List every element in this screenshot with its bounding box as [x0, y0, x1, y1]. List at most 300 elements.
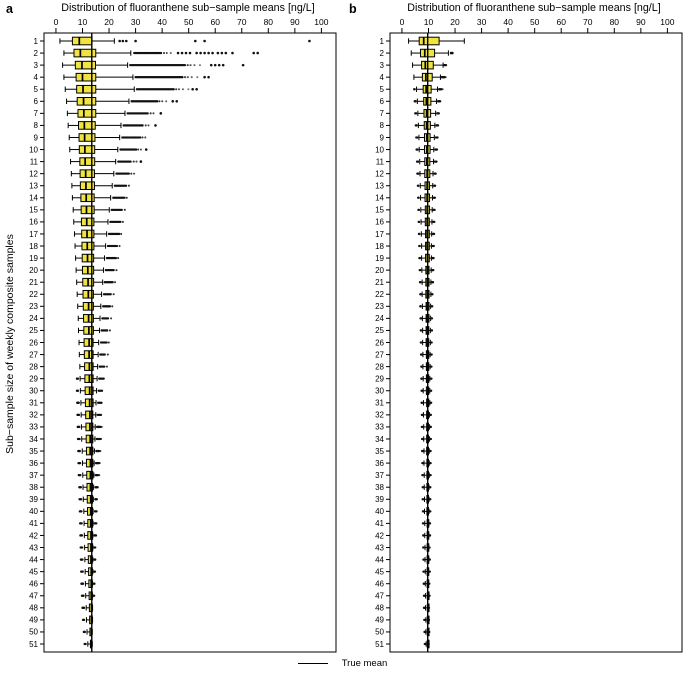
outlier-dot — [119, 221, 121, 223]
outlier-dot — [156, 100, 158, 102]
y-axis-tick-label: 13 — [375, 181, 384, 191]
outlier-dot — [416, 124, 418, 126]
y-axis-tick-label: 23 — [375, 302, 384, 312]
outlier-dot — [421, 365, 423, 367]
y-axis-tick-label: 26 — [29, 338, 38, 348]
y-axis-tick-label: 5 — [379, 85, 384, 95]
outlier-dot — [103, 378, 105, 380]
outlier-dot — [308, 40, 311, 43]
outlier-dot — [415, 100, 417, 102]
y-axis-tick-label: 14 — [29, 193, 38, 203]
x-axis-tick-label: 30 — [476, 17, 487, 27]
outlier-dot — [431, 353, 433, 355]
y-axis-tick-label: 38 — [375, 483, 384, 493]
outlier-dot — [433, 209, 435, 211]
outlier-dot — [422, 522, 424, 524]
y-axis-tick-label: 20 — [29, 265, 38, 275]
outlier-dot — [184, 76, 186, 78]
outlier-dot — [430, 365, 432, 367]
y-axis-tick-label: 19 — [29, 253, 38, 263]
outlier-dot — [222, 64, 225, 67]
outlier-dot — [437, 124, 439, 126]
x-axis-tick-label: 0 — [399, 17, 405, 27]
y-axis-tick-label: 3 — [379, 60, 384, 70]
outlier-dot — [252, 52, 255, 55]
y-axis-tick-label: 49 — [29, 615, 38, 625]
outlier-dot — [163, 52, 165, 54]
x-axis-tick-label: 10 — [423, 17, 434, 27]
outlier-dot — [82, 583, 84, 585]
outlier-dot — [421, 426, 423, 428]
y-axis-tick-label: 4 — [33, 72, 38, 82]
outlier-dot — [416, 136, 418, 138]
outlier-dot — [77, 390, 79, 392]
outlier-dot — [428, 583, 430, 585]
outlier-dot — [171, 100, 174, 103]
y-axis-tick-label: 11 — [375, 157, 384, 167]
box — [74, 49, 96, 57]
outlier-dot — [195, 88, 198, 91]
outlier-dot — [113, 269, 115, 271]
y-axis-tick-label: 25 — [375, 326, 384, 336]
y-axis-tick-label: 39 — [29, 495, 38, 505]
y-axis-tick-label: 32 — [29, 410, 38, 420]
x-axis-tick-label: 100 — [660, 17, 675, 27]
outlier-dot — [104, 353, 106, 355]
outlier-dot — [81, 558, 83, 560]
outlier-dot — [109, 329, 111, 331]
outlier-dot — [438, 112, 440, 114]
outlier-dot — [430, 378, 432, 380]
y-axis-tick-label: 40 — [375, 507, 384, 517]
outlier-dot — [422, 450, 424, 452]
outlier-dot — [103, 365, 105, 367]
outlier-dot — [429, 522, 431, 524]
y-axis-tick-label: 25 — [29, 326, 38, 336]
outlier-dot — [120, 233, 122, 235]
outlier-dot — [173, 88, 175, 90]
outlier-dot — [436, 148, 438, 150]
outlier-dot — [419, 281, 421, 283]
y-axis-tick-label: 44 — [375, 555, 384, 565]
x-axis-tick-label: 80 — [609, 17, 620, 27]
y-axis-tick-label: 6 — [379, 97, 384, 107]
y-axis-tick-label: 17 — [29, 229, 38, 239]
y-axis-tick-label: 10 — [375, 145, 384, 155]
y-axis-tick-label: 44 — [29, 555, 38, 565]
outlier-dot — [217, 52, 220, 55]
y-axis-tick-label: 16 — [375, 217, 384, 227]
outlier-dot — [81, 534, 83, 536]
outlier-dot — [418, 221, 420, 223]
outlier-dot — [195, 52, 198, 55]
outlier-dot — [84, 631, 86, 633]
outlier-dot — [175, 88, 177, 90]
y-axis-tick-label: 2 — [33, 48, 38, 58]
outlier-dot — [166, 52, 168, 54]
true-mean-line-sample — [298, 663, 328, 664]
outlier-dot — [139, 136, 141, 138]
outlier-dot — [130, 173, 132, 175]
outlier-dot — [242, 64, 245, 67]
outlier-dot — [83, 619, 85, 621]
outlier-dot — [432, 269, 434, 271]
y-axis-tick-label: 12 — [29, 169, 38, 179]
outlier-dot — [445, 76, 447, 78]
y-axis-tick-label: 12 — [375, 169, 384, 179]
outlier-dot — [423, 607, 425, 609]
outlier-dot — [431, 329, 433, 331]
y-axis-tick-label: 27 — [375, 350, 384, 360]
y-axis-tick-label: 33 — [375, 422, 384, 432]
y-axis-tick-label: 40 — [29, 507, 38, 517]
panel-a-plot — [0, 0, 343, 656]
outlier-dot — [418, 209, 420, 211]
outlier-dot — [429, 498, 431, 500]
outlier-dot — [181, 52, 184, 55]
outlier-dot — [431, 317, 433, 319]
y-axis-tick-label: 17 — [375, 229, 384, 239]
x-axis-tick-label: 30 — [130, 17, 141, 27]
outlier-dot — [420, 341, 422, 343]
outlier-dot — [125, 185, 127, 187]
outlier-dot — [100, 438, 102, 440]
y-axis-tick-label: 31 — [375, 398, 384, 408]
outlier-dot — [165, 100, 167, 102]
outlier-dot — [160, 112, 163, 115]
x-axis-tick-label: 90 — [290, 17, 300, 27]
y-axis-tick-label: 49 — [375, 615, 384, 625]
y-axis-tick-label: 16 — [29, 217, 38, 227]
y-axis-tick-label: 36 — [375, 458, 384, 468]
outlier-dot — [181, 76, 183, 78]
outlier-dot — [137, 148, 139, 150]
y-axis-tick-label: 21 — [29, 278, 38, 287]
outlier-dot — [107, 354, 109, 356]
y-axis-tick-label: 15 — [375, 205, 384, 215]
outlier-dot — [423, 570, 425, 572]
outlier-dot — [96, 486, 98, 488]
outlier-dot — [422, 510, 424, 512]
outlier-dot — [423, 558, 425, 560]
y-axis-tick-label: 27 — [29, 350, 38, 360]
outlier-dot — [122, 221, 124, 223]
y-axis-tick-label: 28 — [375, 362, 384, 372]
y-axis-tick-label: 10 — [29, 145, 38, 155]
outlier-dot — [429, 570, 431, 572]
y-axis-tick-label: 38 — [29, 483, 38, 493]
outlier-dot — [106, 329, 108, 331]
outlier-dot — [133, 161, 135, 163]
y-axis-tick-label: 21 — [375, 278, 384, 287]
outlier-dot — [414, 88, 416, 90]
outlier-dot — [187, 88, 189, 90]
y-axis-tick-label: 34 — [375, 434, 384, 444]
y-axis-tick-label: 37 — [375, 470, 384, 480]
y-axis-tick-label: 45 — [375, 567, 384, 577]
outlier-dot — [80, 498, 82, 500]
box — [76, 73, 96, 81]
outlier-dot — [78, 426, 80, 428]
outlier-dot — [423, 546, 425, 548]
outlier-dot — [421, 378, 423, 380]
panel-b-tag: b — [349, 2, 357, 16]
outlier-dot — [221, 52, 224, 55]
legend-label: True mean — [341, 658, 388, 669]
x-axis-tick-label: 60 — [556, 17, 566, 27]
outlier-dot — [100, 402, 102, 404]
outlier-dot — [114, 281, 116, 283]
y-axis-tick-label: 51 — [375, 639, 384, 649]
x-axis-tick-label: 20 — [450, 17, 460, 27]
outlier-dot — [199, 64, 201, 66]
y-axis-tick-label: 41 — [29, 519, 38, 529]
outlier-dot — [434, 197, 436, 199]
outlier-dot — [418, 233, 420, 235]
outlier-dot — [98, 474, 100, 476]
outlier-dot — [147, 124, 149, 126]
outlier-dot — [214, 64, 217, 67]
outlier-dot — [421, 402, 423, 404]
outlier-dot — [100, 414, 102, 416]
outlier-dot — [108, 341, 110, 343]
outlier-dot — [105, 341, 107, 343]
y-axis-tick-label: 20 — [375, 265, 384, 275]
outlier-dot — [96, 498, 98, 500]
outlier-dot — [78, 438, 80, 440]
x-axis-tick-label: 70 — [237, 17, 247, 27]
outlier-dot — [182, 88, 184, 90]
outlier-dot — [101, 426, 103, 428]
y-axis-tick-label: 50 — [375, 627, 384, 637]
outlier-dot — [134, 40, 137, 43]
y-axis-tick-label: 9 — [379, 133, 384, 143]
x-axis-tick-label: 90 — [636, 17, 646, 27]
outlier-dot — [185, 52, 188, 55]
legend — [0, 658, 685, 669]
panel-a-tag: a — [6, 2, 13, 16]
outlier-dot — [160, 52, 162, 54]
x-axis-tick-label: 0 — [53, 17, 59, 27]
outlier-dot — [101, 390, 103, 392]
outlier-dot — [145, 148, 148, 151]
outlier-dot — [422, 438, 424, 440]
outlier-dot — [418, 197, 420, 199]
y-axis-tick-label: 2 — [379, 48, 384, 58]
outlier-dot — [144, 136, 146, 138]
y-axis-label: Sub−sample size of weekly composite samples — [4, 234, 16, 454]
outlier-dot — [111, 305, 113, 307]
box — [79, 122, 96, 130]
outlier-dot — [107, 317, 109, 319]
outlier-dot — [193, 64, 195, 66]
outlier-dot — [218, 64, 221, 67]
panel-a-title: Distribution of fluoranthene sub−sample means [ng/L] — [61, 2, 315, 14]
outlier-dot — [111, 281, 113, 283]
outlier-dot — [415, 112, 417, 114]
outlier-dot — [135, 148, 137, 150]
y-axis-tick-label: 34 — [29, 434, 38, 444]
x-axis-tick-label: 10 — [77, 17, 88, 27]
outlier-dot — [210, 64, 213, 67]
outlier-dot — [421, 390, 423, 392]
outlier-dot — [152, 112, 154, 114]
y-axis-tick-label: 31 — [29, 398, 38, 408]
outlier-dot — [81, 546, 83, 548]
outlier-dot — [432, 281, 434, 283]
outlier-dot — [175, 100, 178, 103]
x-axis-tick-label: 80 — [263, 17, 274, 27]
outlier-dot — [81, 522, 83, 524]
outlier-dot — [203, 40, 206, 43]
outlier-dot — [436, 136, 438, 138]
outlier-dot — [256, 52, 259, 55]
outlier-dot — [423, 595, 425, 597]
y-axis-tick-label: 29 — [375, 374, 384, 384]
outlier-dot — [430, 438, 432, 440]
outlier-dot — [133, 173, 135, 175]
outlier-dot — [429, 510, 431, 512]
y-axis-tick-label: 47 — [375, 591, 384, 601]
outlier-dot — [225, 52, 228, 55]
y-axis-tick-label: 41 — [375, 519, 384, 529]
outlier-dot — [423, 534, 425, 536]
outlier-dot — [430, 390, 432, 392]
outlier-dot — [121, 209, 123, 211]
x-axis-tick-label: 40 — [503, 17, 513, 27]
outlier-dot — [431, 305, 433, 307]
outlier-dot — [115, 269, 117, 271]
outlier-dot — [435, 173, 437, 175]
y-axis-tick-label: 28 — [29, 362, 38, 372]
x-axis-tick-label: 70 — [583, 17, 593, 27]
outlier-dot — [109, 305, 111, 307]
y-axis-tick-label: 50 — [29, 627, 38, 637]
outlier-dot — [126, 197, 128, 199]
box — [78, 110, 96, 118]
outlier-dot — [433, 233, 435, 235]
outlier-dot — [82, 595, 84, 597]
outlier-dot — [189, 52, 192, 55]
outlier-dot — [78, 402, 80, 404]
outlier-dot — [79, 450, 81, 452]
y-axis-tick-label: 9 — [33, 133, 38, 143]
outlier-dot — [431, 293, 433, 295]
outlier-dot — [178, 88, 180, 90]
outlier-dot — [434, 185, 436, 187]
outlier-dot — [115, 257, 117, 259]
y-axis-tick-label: 26 — [375, 338, 384, 348]
outlier-dot — [123, 197, 125, 199]
outlier-dot — [194, 40, 197, 43]
outlier-dot — [420, 293, 422, 295]
y-axis-tick-label: 24 — [375, 314, 384, 324]
y-axis-tick-label: 18 — [375, 241, 384, 251]
outlier-dot — [422, 462, 424, 464]
outlier-dot — [429, 534, 431, 536]
outlier-dot — [99, 450, 101, 452]
outlier-dot — [428, 595, 430, 597]
outlier-dot — [421, 414, 423, 416]
outlier-dot — [122, 40, 125, 43]
outlier-dot — [429, 450, 431, 452]
outlier-dot — [110, 293, 112, 295]
y-axis-tick-label: 11 — [29, 157, 38, 167]
outlier-dot — [191, 76, 193, 78]
outlier-dot — [419, 245, 421, 247]
outlier-dot — [441, 88, 443, 90]
y-axis-tick-label: 24 — [29, 314, 38, 324]
panel-b-title: Distribution of fluoranthene sub−sample means [ng/L] — [407, 2, 661, 14]
outlier-dot — [422, 486, 424, 488]
box — [77, 98, 96, 106]
outlier-dot — [428, 546, 430, 548]
outlier-dot — [79, 462, 81, 464]
outlier-dot — [451, 52, 454, 55]
outlier-dot — [106, 366, 108, 368]
y-axis-tick-label: 30 — [29, 386, 38, 396]
outlier-dot — [135, 161, 137, 163]
outlier-dot — [150, 112, 152, 114]
outlier-dot — [170, 52, 172, 54]
outlier-dot — [154, 124, 157, 127]
outlier-dot — [435, 160, 437, 162]
outlier-dot — [432, 257, 434, 259]
outlier-dot — [118, 40, 121, 43]
outlier-dot — [439, 100, 441, 102]
y-axis-tick-label: 33 — [29, 422, 38, 432]
outlier-dot — [423, 583, 425, 585]
outlier-dot — [128, 185, 130, 187]
y-axis-tick-label: 43 — [29, 543, 38, 553]
y-axis-tick-label: 51 — [29, 639, 38, 649]
outlier-dot — [158, 100, 160, 102]
outlier-dot — [420, 353, 422, 355]
outlier-dot — [95, 510, 97, 512]
outlier-dot — [82, 570, 84, 572]
y-axis-tick-label: 48 — [29, 603, 38, 613]
outlier-dot — [420, 305, 422, 307]
outlier-dot — [80, 510, 82, 512]
y-axis-tick-label: 23 — [29, 302, 38, 312]
outlier-dot — [177, 52, 180, 55]
outlier-dot — [417, 185, 419, 187]
outlier-dot — [417, 160, 419, 162]
outlier-dot — [417, 173, 419, 175]
y-axis-tick-label: 14 — [375, 193, 384, 203]
y-axis-tick-label: 29 — [29, 374, 38, 384]
outlier-dot — [431, 341, 433, 343]
y-axis-tick-label: 8 — [33, 121, 38, 131]
outlier-dot — [433, 245, 435, 247]
y-axis-tick-label: 19 — [375, 253, 384, 263]
y-axis-tick-label: 46 — [375, 579, 384, 589]
outlier-dot — [85, 643, 87, 645]
outlier-dot — [93, 595, 95, 597]
outlier-dot — [430, 426, 432, 428]
x-axis-tick-label: 50 — [183, 17, 194, 27]
y-axis-tick-label: 6 — [33, 97, 38, 107]
outlier-dot — [129, 160, 131, 162]
y-axis-tick-label: 37 — [29, 470, 38, 480]
box — [79, 134, 95, 142]
y-axis-tick-label: 1 — [33, 36, 38, 46]
outlier-dot — [422, 498, 424, 500]
y-axis-tick-label: 22 — [29, 290, 38, 300]
x-axis-tick-label: 20 — [104, 17, 114, 27]
y-axis-tick-label: 45 — [29, 567, 38, 577]
outlier-dot — [429, 558, 431, 560]
